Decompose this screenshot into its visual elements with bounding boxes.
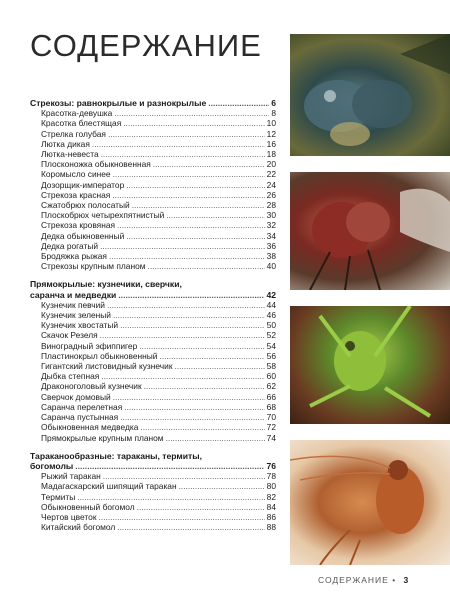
entry-title: Чертов цветок [41, 511, 97, 522]
entry-page-number: 72 [266, 422, 276, 433]
entry-title: Плосконожка обыкновенная [41, 159, 151, 170]
leader-dots [140, 422, 264, 432]
leader-dots [113, 310, 265, 320]
toc-entry[interactable] [30, 512, 276, 522]
leader-dots [117, 220, 265, 230]
toc-section-heading-line [30, 279, 276, 289]
toc-section-heading[interactable] [30, 98, 276, 108]
grasshopper-photo [290, 306, 450, 424]
entry-title: Прямокрылые крупным планом [41, 432, 164, 443]
toc-entry[interactable] [30, 210, 276, 220]
entry-title: Обыкновенный богомол [41, 501, 135, 512]
leader-dots [101, 149, 265, 159]
entry-title: Лютка дикая [41, 138, 90, 149]
page-footer [318, 575, 409, 585]
leader-dots [126, 231, 264, 241]
leader-dots [100, 241, 265, 251]
section-page-number: 6 [271, 98, 276, 108]
cockroach-photo [290, 440, 450, 565]
entry-page-number: 44 [266, 299, 276, 310]
entry-page-number: 88 [266, 522, 276, 533]
toc-entry[interactable] [30, 392, 276, 402]
entry-page-number: 80 [266, 481, 276, 492]
toc-entry[interactable] [30, 190, 276, 200]
leader-dots [208, 98, 269, 108]
entry-page-number: 18 [266, 149, 276, 160]
section-title: Тараканообразные: тараканы, термиты, [30, 450, 202, 461]
entry-page-number: 52 [266, 330, 276, 341]
leader-dots [120, 320, 265, 330]
entry-page-number: 78 [266, 471, 276, 482]
toc-entry[interactable] [30, 320, 276, 330]
leader-dots [124, 402, 264, 412]
entry-page-number: 34 [266, 230, 276, 241]
leader-dots [166, 433, 265, 443]
leader-dots [132, 200, 265, 210]
leader-dots [108, 129, 265, 139]
toc-entry[interactable] [30, 220, 276, 230]
entry-page-number: 8 [271, 108, 276, 119]
entry-title: Лютка-невеста [41, 149, 99, 160]
entry-page-number: 62 [266, 381, 276, 392]
toc-entry[interactable] [30, 522, 276, 532]
toc-entry[interactable] [30, 149, 276, 159]
entry-title: Гигантский листовидный кузнечик [41, 361, 173, 372]
entry-page-number: 68 [266, 401, 276, 412]
table-of-contents [30, 98, 276, 532]
leader-dots [77, 492, 264, 502]
entry-title: Драконоголовый кузнечик [41, 381, 142, 392]
entry-page-number: 36 [266, 240, 276, 251]
entry-title: Мадагаскарский шипящий таракан [41, 481, 177, 492]
entry-title: Стрекоза красная [41, 189, 111, 200]
entry-title: Обыкновенная медведка [41, 422, 139, 433]
toc-entry[interactable] [30, 502, 276, 512]
section-title: богомолы [30, 460, 74, 471]
entry-title: Дедка рогатый [41, 240, 99, 251]
toc-entry[interactable] [30, 361, 276, 371]
toc-entry[interactable] [30, 118, 276, 128]
toc-section-heading[interactable] [30, 461, 276, 471]
leader-dots [98, 512, 264, 522]
entry-page-number: 10 [266, 118, 276, 129]
toc-section-heading-line [30, 451, 276, 461]
entry-page-number: 86 [266, 511, 276, 522]
toc-entry[interactable] [30, 412, 276, 422]
footer-separator: • [392, 575, 397, 585]
leader-dots [153, 159, 265, 169]
entry-title: Плоскобрюх четырехпятнистый [41, 210, 165, 221]
page-title: СОДЕРЖАНИЕ [30, 28, 262, 63]
leader-dots [166, 210, 264, 220]
entry-page-number: 38 [266, 251, 276, 262]
entry-page-number: 82 [266, 491, 276, 502]
entry-title: Стрекозы крупным планом [41, 261, 146, 272]
entry-title: Скачок Резеля [41, 330, 98, 341]
entry-title: Дозорщик-император [41, 179, 125, 190]
leader-dots [179, 481, 265, 491]
entry-title: Красотка блестящая [41, 118, 122, 129]
leader-dots [174, 361, 264, 371]
toc-entry[interactable] [30, 341, 276, 351]
toc-entry[interactable] [30, 381, 276, 391]
entry-title: Бродяжка рыжая [41, 251, 107, 262]
entry-title: Виноградный эфиппигер [41, 340, 138, 351]
entry-title: Саранча перелетная [41, 401, 123, 412]
toc-section [30, 451, 276, 471]
section-title: Стрекозы: равнокрылые и разнокрылые [30, 98, 207, 108]
entry-page-number: 58 [266, 361, 276, 372]
entry-page-number: 46 [266, 310, 276, 321]
entry-title: Пластинокрыл обыкновенный [41, 350, 158, 361]
toc-entry[interactable] [30, 351, 276, 361]
leader-dots [113, 169, 265, 179]
entry-page-number: 32 [266, 220, 276, 231]
toc-entry[interactable] [30, 180, 276, 190]
leader-dots [75, 461, 264, 471]
entry-page-number: 66 [266, 391, 276, 402]
leader-dots [139, 341, 264, 351]
page-number: 3 [403, 575, 410, 585]
entry-page-number: 12 [266, 128, 276, 139]
entry-page-number: 30 [266, 210, 276, 221]
entry-title: Стрелка голубая [41, 128, 106, 139]
toc-entry[interactable] [30, 471, 276, 481]
toc-entry[interactable] [30, 108, 276, 118]
entry-title: Красотка-девушка [41, 108, 113, 119]
entry-title: Кузнечик певчий [41, 299, 105, 310]
toc-entry[interactable] [30, 261, 276, 271]
entry-title: Кузнечик хвостатый [41, 320, 119, 331]
entry-page-number: 84 [266, 501, 276, 512]
entry-title: Дедка обыкновенный [41, 230, 125, 241]
toc-entry[interactable] [30, 139, 276, 149]
leader-dots [118, 290, 264, 300]
entry-page-number: 60 [266, 371, 276, 382]
entry-page-number: 20 [266, 159, 276, 170]
entry-page-number: 40 [266, 261, 276, 272]
leader-dots [160, 351, 265, 361]
entry-title: Кузнечик зеленый [41, 310, 111, 321]
entry-page-number: 56 [266, 350, 276, 361]
leader-dots [92, 139, 265, 149]
toc-entry[interactable] [30, 159, 276, 169]
leader-dots [100, 330, 265, 340]
leader-dots [101, 371, 264, 381]
entry-page-number: 22 [266, 169, 276, 180]
toc-entry[interactable] [30, 481, 276, 491]
section-page-number: 76 [266, 460, 276, 471]
entry-title: Сверчок домовый [41, 391, 111, 402]
toc-entry[interactable] [30, 330, 276, 340]
entry-title: Рыжий таракан [41, 471, 101, 482]
leader-dots [112, 190, 264, 200]
leader-dots [126, 180, 264, 190]
toc-entry[interactable] [30, 300, 276, 310]
toc-entry[interactable] [30, 371, 276, 381]
toc-entry[interactable] [30, 241, 276, 251]
toc-section [30, 98, 276, 108]
toc-entry[interactable] [30, 433, 276, 443]
entry-title: Саранча пустынная [41, 412, 119, 423]
toc-entry[interactable] [30, 422, 276, 432]
entry-page-number: 70 [266, 412, 276, 423]
toc-entry[interactable] [30, 251, 276, 261]
entry-page-number: 28 [266, 200, 276, 211]
leader-dots [148, 261, 265, 271]
toc-entry[interactable] [30, 200, 276, 210]
entry-title: Термиты [41, 491, 76, 502]
toc-entry[interactable] [30, 402, 276, 412]
entry-page-number: 24 [266, 179, 276, 190]
leader-dots [123, 118, 264, 128]
entry-page-number: 74 [266, 432, 276, 443]
section-title: саранча и медведки [30, 289, 117, 300]
entry-page-number: 26 [266, 189, 276, 200]
toc-entry[interactable] [30, 129, 276, 139]
toc-entry[interactable] [30, 310, 276, 320]
entry-title: Дыбка степная [41, 371, 100, 382]
dragonfly-photo [290, 34, 450, 156]
toc-entry[interactable] [30, 492, 276, 502]
leader-dots [137, 502, 265, 512]
leader-dots [120, 412, 264, 422]
leader-dots [117, 522, 264, 532]
red-dragonfly-photo [290, 172, 450, 290]
leader-dots [109, 251, 265, 261]
section-title: Прямокрылые: кузнечики, сверчки, [30, 279, 182, 290]
footer-label: СОДЕРЖАНИЕ [318, 575, 389, 585]
entry-page-number: 54 [266, 340, 276, 351]
leader-dots [114, 108, 269, 118]
entry-page-number: 50 [266, 320, 276, 331]
entry-title: Сжатобрюх полосатый [41, 200, 130, 211]
toc-entry[interactable] [30, 231, 276, 241]
leader-dots [103, 471, 265, 481]
entry-page-number: 16 [266, 138, 276, 149]
toc-section [30, 279, 276, 299]
toc-section-heading[interactable] [30, 290, 276, 300]
leader-dots [113, 392, 265, 402]
section-page-number: 42 [266, 289, 276, 300]
entry-title: Стрекоза кровяная [41, 220, 116, 231]
leader-dots [144, 381, 265, 391]
entry-title: Китайский богомол [41, 522, 116, 533]
leader-dots [107, 300, 265, 310]
entry-title: Коромысло синее [41, 169, 111, 180]
toc-entry[interactable] [30, 169, 276, 179]
